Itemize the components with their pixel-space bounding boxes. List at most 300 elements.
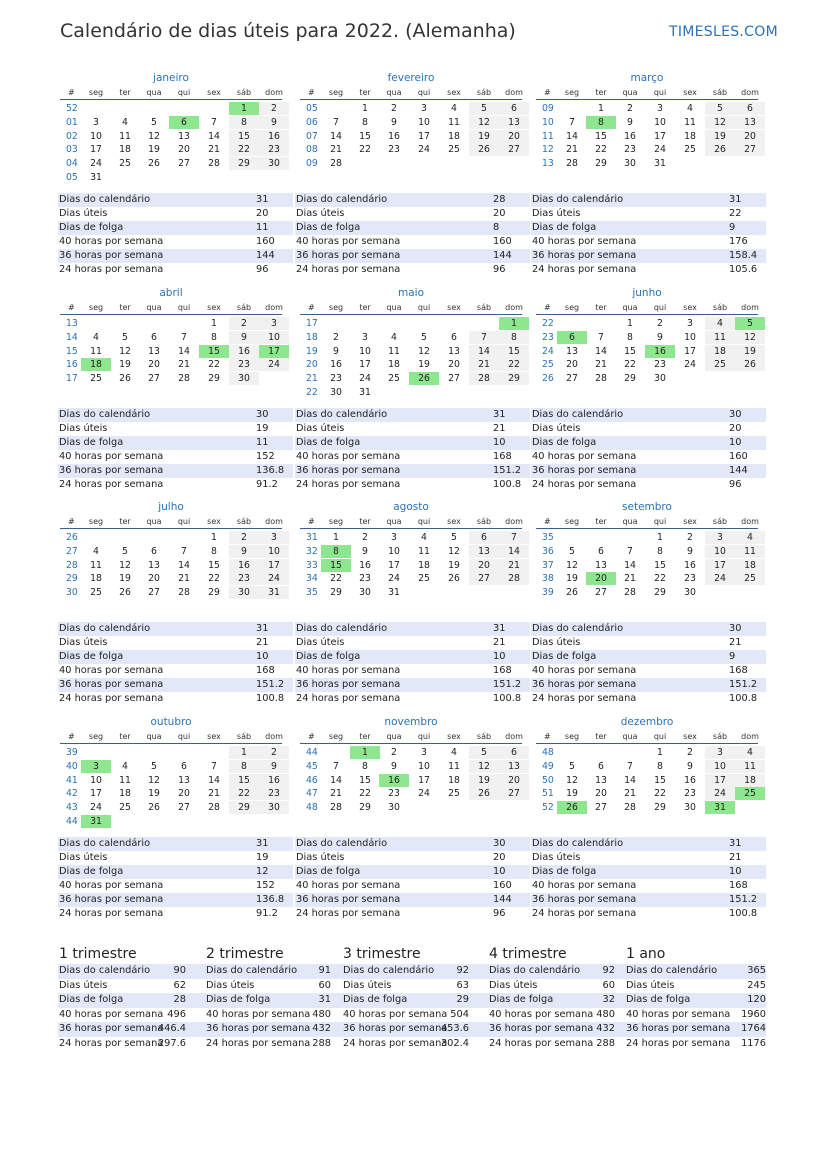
day-cell[interactable]: 8 [362,116,368,128]
day-cell[interactable]: 15 [229,130,259,143]
day-cell[interactable]: 6 [151,331,157,343]
day-cell[interactable]: 8 [229,760,259,773]
day-cell[interactable]: 15 [499,345,529,358]
day-cell[interactable]: 28 [469,372,499,385]
day-cell[interactable]: 27 [499,143,529,156]
day-cell[interactable]: 13 [178,130,190,142]
day-cell[interactable]: 4 [122,760,128,772]
holiday-day-cell[interactable]: 16 [379,774,409,787]
holiday-day-cell[interactable]: 6 [557,331,587,344]
day-cell[interactable]: 18 [705,345,735,358]
day-cell[interactable]: 9 [391,760,397,772]
day-cell[interactable]: 2 [259,746,289,759]
day-cell[interactable]: 4 [93,545,99,557]
day-cell[interactable]: 16 [229,559,259,572]
day-cell[interactable]: 31 [90,172,102,183]
day-cell[interactable]: 17 [418,774,430,786]
day-cell[interactable]: 29 [229,801,259,814]
day-cell[interactable]: 17 [684,345,696,357]
day-cell[interactable]: 10 [90,130,102,142]
day-cell[interactable]: 16 [684,559,696,571]
day-cell[interactable]: 13 [566,345,578,357]
day-cell[interactable]: 19 [566,573,578,585]
day-cell[interactable]: 1 [362,103,368,114]
day-cell[interactable]: 31 [654,158,666,170]
day-cell[interactable]: 13 [178,774,190,786]
day-cell[interactable]: 10 [684,331,696,343]
day-cell[interactable]: 2 [333,331,339,343]
day-cell[interactable]: 9 [362,545,368,557]
day-cell[interactable]: 12 [418,345,430,357]
day-cell[interactable]: 17 [705,774,735,787]
day-cell[interactable]: 24 [259,358,289,371]
day-cell[interactable]: 20 [595,788,607,800]
day-cell[interactable]: 17 [90,788,102,800]
day-cell[interactable]: 30 [654,373,666,385]
day-cell[interactable]: 28 [208,158,220,170]
day-cell[interactable]: 11 [448,116,460,128]
day-cell[interactable]: 29 [595,158,607,170]
day-cell[interactable]: 11 [119,130,131,142]
day-cell[interactable]: 11 [119,774,131,786]
day-cell[interactable]: 4 [735,531,765,544]
day-cell[interactable]: 19 [735,345,765,358]
day-cell[interactable]: 9 [391,116,397,128]
day-cell[interactable]: 25 [448,788,460,800]
day-cell[interactable]: 23 [388,144,400,156]
month-name[interactable]: agosto [393,501,429,513]
day-cell[interactable]: 25 [119,802,131,814]
day-cell[interactable]: 22 [359,144,371,156]
day-cell[interactable]: 30 [388,802,400,814]
day-cell[interactable]: 27 [178,802,190,814]
day-cell[interactable]: 28 [178,587,190,599]
day-cell[interactable]: 16 [684,774,696,786]
day-cell[interactable]: 23 [330,373,342,385]
day-cell[interactable]: 14 [469,345,499,358]
day-cell[interactable]: 19 [418,359,430,371]
holiday-day-cell[interactable]: 31 [81,815,111,828]
day-cell[interactable]: 22 [654,573,666,585]
day-cell[interactable]: 27 [178,158,190,170]
day-cell[interactable]: 25 [448,144,460,156]
day-cell[interactable]: 20 [499,130,529,143]
day-cell[interactable]: 27 [566,373,578,385]
day-cell[interactable]: 28 [330,802,342,814]
day-cell[interactable]: 4 [735,746,765,759]
day-cell[interactable]: 16 [359,559,371,571]
day-cell[interactable]: 15 [654,774,666,786]
day-cell[interactable]: 20 [448,359,460,371]
holiday-day-cell[interactable]: 25 [735,787,765,800]
month-name[interactable]: setembro [622,501,672,513]
day-cell[interactable]: 10 [654,116,666,128]
month-name[interactable]: março [630,72,664,84]
day-cell[interactable]: 21 [178,573,190,585]
day-cell[interactable]: 1 [229,746,259,759]
day-cell[interactable]: 26 [469,787,499,800]
day-cell[interactable]: 27 [735,143,765,156]
day-cell[interactable]: 6 [735,102,765,115]
month-name[interactable]: junho [632,287,662,299]
day-cell[interactable]: 9 [259,116,289,129]
month-name[interactable]: maio [397,287,424,299]
day-cell[interactable]: 1 [598,103,604,114]
day-cell[interactable]: 13 [148,345,160,357]
day-cell[interactable]: 6 [451,331,457,343]
day-cell[interactable]: 4 [93,331,99,343]
day-cell[interactable]: 16 [388,130,400,142]
day-cell[interactable]: 28 [624,587,636,599]
day-cell[interactable]: 12 [469,116,499,129]
day-cell[interactable]: 24 [684,359,696,371]
day-cell[interactable]: 18 [448,130,460,142]
day-cell[interactable]: 17 [654,130,666,142]
day-cell[interactable]: 30 [330,387,342,398]
day-cell[interactable]: 3 [687,318,693,329]
month-name[interactable]: novembro [384,716,438,728]
day-cell[interactable]: 5 [569,760,575,772]
day-cell[interactable]: 22 [229,787,259,800]
day-cell[interactable]: 19 [469,130,499,143]
day-cell[interactable]: 25 [705,358,735,371]
month-name[interactable]: outubro [150,716,192,728]
day-cell[interactable]: 24 [418,144,430,156]
day-cell[interactable]: 8 [657,760,663,772]
holiday-day-cell[interactable]: 17 [259,345,289,358]
day-cell[interactable]: 4 [451,103,457,114]
day-cell[interactable]: 6 [499,102,529,115]
day-cell[interactable]: 9 [627,116,633,128]
day-cell[interactable]: 23 [388,788,400,800]
day-cell[interactable]: 5 [469,746,499,759]
day-cell[interactable]: 13 [448,345,460,357]
day-cell[interactable]: 8 [499,331,529,344]
day-cell[interactable]: 10 [418,760,430,772]
day-cell[interactable]: 28 [595,373,607,385]
day-cell[interactable]: 10 [259,545,289,558]
day-cell[interactable]: 17 [388,559,400,571]
day-cell[interactable]: 7 [333,760,339,772]
day-cell[interactable]: 21 [178,359,190,371]
day-cell[interactable]: 27 [469,572,499,585]
day-cell[interactable]: 21 [330,144,342,156]
day-cell[interactable]: 13 [735,116,765,129]
day-cell[interactable]: 10 [259,331,289,344]
day-cell[interactable]: 14 [566,130,578,142]
day-cell[interactable]: 27 [499,787,529,800]
day-cell[interactable]: 31 [388,587,400,599]
month-name[interactable]: dezembro [620,716,674,728]
day-cell[interactable]: 23 [229,358,259,371]
day-cell[interactable]: 1 [657,532,663,543]
day-cell[interactable]: 30 [259,157,289,170]
day-cell[interactable]: 7 [181,331,187,343]
day-cell[interactable]: 6 [469,531,499,544]
holiday-day-cell[interactable]: 31 [705,801,735,814]
day-cell[interactable]: 26 [448,573,460,585]
day-cell[interactable]: 15 [654,559,666,571]
day-cell[interactable]: 24 [705,787,735,800]
day-cell[interactable]: 27 [148,587,160,599]
day-cell[interactable]: 21 [499,559,529,572]
day-cell[interactable]: 11 [735,545,765,558]
day-cell[interactable]: 7 [469,331,499,344]
day-cell[interactable]: 29 [330,587,342,599]
day-cell[interactable]: 24 [654,144,666,156]
day-cell[interactable]: 6 [151,545,157,557]
day-cell[interactable]: 4 [451,747,457,758]
day-cell[interactable]: 21 [566,144,578,156]
day-cell[interactable]: 14 [624,774,636,786]
day-cell[interactable]: 24 [359,373,371,385]
day-cell[interactable]: 16 [259,130,289,143]
day-cell[interactable]: 10 [705,760,735,773]
day-cell[interactable]: 23 [624,144,636,156]
day-cell[interactable]: 20 [178,144,190,156]
day-cell[interactable]: 14 [330,130,342,142]
day-cell[interactable]: 7 [569,116,575,128]
day-cell[interactable]: 12 [119,559,131,571]
day-cell[interactable]: 26 [735,358,765,371]
day-cell[interactable]: 8 [627,331,633,343]
day-cell[interactable]: 26 [119,587,131,599]
day-cell[interactable]: 9 [333,345,339,357]
day-cell[interactable]: 7 [627,760,633,772]
day-cell[interactable]: 29 [208,587,220,599]
holiday-day-cell[interactable]: 1 [229,102,259,115]
holiday-day-cell[interactable]: 1 [499,317,529,330]
holiday-day-cell[interactable]: 15 [199,345,229,358]
day-cell[interactable]: 1 [211,318,217,329]
day-cell[interactable]: 15 [595,130,607,142]
day-cell[interactable]: 28 [624,802,636,814]
day-cell[interactable]: 30 [259,801,289,814]
day-cell[interactable]: 18 [119,144,131,156]
day-cell[interactable]: 12 [735,331,765,344]
day-cell[interactable]: 13 [148,559,160,571]
day-cell[interactable]: 8 [657,545,663,557]
day-cell[interactable]: 31 [359,387,371,398]
day-cell[interactable]: 20 [735,130,765,143]
day-cell[interactable]: 22 [359,788,371,800]
day-cell[interactable]: 27 [595,802,607,814]
day-cell[interactable]: 28 [330,158,342,170]
day-cell[interactable]: 5 [705,102,735,115]
day-cell[interactable]: 10 [388,545,400,557]
day-cell[interactable]: 12 [448,545,460,557]
day-cell[interactable]: 24 [259,572,289,585]
day-cell[interactable]: 22 [208,359,220,371]
day-cell[interactable]: 27 [148,373,160,385]
day-cell[interactable]: 2 [259,102,289,115]
day-cell[interactable]: 25 [90,373,102,385]
day-cell[interactable]: 11 [90,559,102,571]
day-cell[interactable]: 12 [566,559,578,571]
day-cell[interactable]: 6 [598,760,604,772]
day-cell[interactable]: 11 [90,345,102,357]
day-cell[interactable]: 4 [391,331,397,343]
day-cell[interactable]: 11 [448,760,460,772]
day-cell[interactable]: 7 [333,116,339,128]
day-cell[interactable]: 22 [595,144,607,156]
day-cell[interactable]: 7 [627,545,633,557]
day-cell[interactable]: 2 [391,103,397,114]
day-cell[interactable]: 4 [122,116,128,128]
day-cell[interactable]: 4 [421,532,427,543]
day-cell[interactable]: 14 [178,345,190,357]
day-cell[interactable]: 2 [657,318,663,329]
day-cell[interactable]: 24 [90,158,102,170]
day-cell[interactable]: 3 [259,531,289,544]
day-cell[interactable]: 8 [229,116,259,129]
day-cell[interactable]: 13 [499,760,529,773]
day-cell[interactable]: 6 [181,760,187,772]
day-cell[interactable]: 12 [566,774,578,786]
day-cell[interactable]: 19 [148,144,160,156]
holiday-day-cell[interactable]: 16 [645,345,675,358]
day-cell[interactable]: 13 [469,545,499,558]
day-cell[interactable]: 17 [90,144,102,156]
day-cell[interactable]: 16 [229,345,259,358]
day-cell[interactable]: 30 [229,586,259,599]
day-cell[interactable]: 22 [229,143,259,156]
day-cell[interactable]: 6 [499,746,529,759]
day-cell[interactable]: 20 [178,788,190,800]
day-cell[interactable]: 3 [705,531,735,544]
day-cell[interactable]: 19 [148,788,160,800]
holiday-day-cell[interactable]: 26 [409,372,439,385]
day-cell[interactable]: 2 [391,747,397,758]
day-cell[interactable]: 21 [208,144,220,156]
brand-logo[interactable]: TIMESLES.COM [669,24,778,40]
day-cell[interactable]: 5 [421,331,427,343]
day-cell[interactable]: 11 [418,545,430,557]
day-cell[interactable]: 5 [122,545,128,557]
day-cell[interactable]: 18 [448,774,460,786]
day-cell[interactable]: 2 [229,531,259,544]
day-cell[interactable]: 3 [421,103,427,114]
day-cell[interactable]: 21 [624,573,636,585]
day-cell[interactable]: 26 [705,143,735,156]
day-cell[interactable]: 1 [627,318,633,329]
day-cell[interactable]: 9 [687,545,693,557]
day-cell[interactable]: 13 [595,559,607,571]
holiday-day-cell[interactable]: 8 [321,545,351,558]
day-cell[interactable]: 14 [595,345,607,357]
day-cell[interactable]: 14 [624,559,636,571]
holiday-day-cell[interactable]: 5 [735,317,765,330]
day-cell[interactable]: 24 [388,573,400,585]
day-cell[interactable]: 23 [684,573,696,585]
day-cell[interactable]: 25 [119,158,131,170]
day-cell[interactable]: 27 [448,373,460,385]
day-cell[interactable]: 20 [499,774,529,787]
day-cell[interactable]: 25 [90,587,102,599]
holiday-day-cell[interactable]: 20 [586,572,616,585]
day-cell[interactable]: 23 [359,573,371,585]
day-cell[interactable]: 4 [705,317,735,330]
day-cell[interactable]: 1 [657,747,663,758]
day-cell[interactable]: 23 [259,143,289,156]
day-cell[interactable]: 18 [418,559,430,571]
day-cell[interactable]: 14 [208,130,220,142]
day-cell[interactable]: 4 [687,103,693,114]
day-cell[interactable]: 29 [229,157,259,170]
day-cell[interactable]: 7 [211,116,217,128]
day-cell[interactable]: 7 [181,545,187,557]
day-cell[interactable]: 19 [705,130,735,143]
day-cell[interactable]: 18 [735,559,765,572]
month-name[interactable]: fevereiro [387,72,435,84]
day-cell[interactable]: 28 [178,373,190,385]
holiday-day-cell[interactable]: 18 [81,358,111,371]
holiday-day-cell[interactable]: 15 [321,559,351,572]
day-cell[interactable]: 9 [229,545,259,558]
day-cell[interactable]: 18 [119,788,131,800]
day-cell[interactable]: 18 [90,573,102,585]
day-cell[interactable]: 21 [624,788,636,800]
day-cell[interactable]: 23 [654,359,666,371]
day-cell[interactable]: 29 [654,802,666,814]
day-cell[interactable]: 19 [119,359,131,371]
day-cell[interactable]: 5 [151,116,157,128]
month-name[interactable]: janeiro [153,72,189,84]
day-cell[interactable]: 7 [211,760,217,772]
day-cell[interactable]: 29 [624,373,636,385]
holiday-day-cell[interactable]: 8 [586,116,616,129]
day-cell[interactable]: 24 [705,572,735,585]
day-cell[interactable]: 17 [418,130,430,142]
day-cell[interactable]: 10 [359,345,371,357]
day-cell[interactable]: 11 [388,345,400,357]
day-cell[interactable]: 30 [624,158,636,170]
day-cell[interactable]: 22 [499,358,529,371]
day-cell[interactable]: 3 [259,317,289,330]
day-cell[interactable]: 9 [687,760,693,772]
day-cell[interactable]: 3 [93,116,99,128]
holiday-day-cell[interactable]: 3 [81,760,111,773]
day-cell[interactable]: 23 [229,572,259,585]
day-cell[interactable]: 31 [259,586,289,599]
day-cell[interactable]: 30 [359,587,371,599]
day-cell[interactable]: 22 [624,359,636,371]
holiday-day-cell[interactable]: 1 [350,746,380,759]
day-cell[interactable]: 15 [208,559,220,571]
day-cell[interactable]: 9 [657,331,663,343]
day-cell[interactable]: 22 [654,788,666,800]
day-cell[interactable]: 21 [469,358,499,371]
day-cell[interactable]: 14 [208,774,220,786]
day-cell[interactable]: 15 [359,774,371,786]
day-cell[interactable]: 3 [705,746,735,759]
day-cell[interactable]: 3 [657,103,663,114]
day-cell[interactable]: 26 [148,158,160,170]
day-cell[interactable]: 30 [229,372,259,385]
day-cell[interactable]: 15 [229,774,259,787]
day-cell[interactable]: 11 [684,116,696,128]
day-cell[interactable]: 20 [148,359,160,371]
day-cell[interactable]: 19 [448,559,460,571]
day-cell[interactable]: 19 [566,788,578,800]
day-cell[interactable]: 10 [705,545,735,558]
day-cell[interactable]: 13 [595,774,607,786]
day-cell[interactable]: 11 [735,760,765,773]
day-cell[interactable]: 8 [211,545,217,557]
day-cell[interactable]: 8 [211,331,217,343]
day-cell[interactable]: 12 [148,774,160,786]
day-cell[interactable]: 1 [333,532,339,543]
